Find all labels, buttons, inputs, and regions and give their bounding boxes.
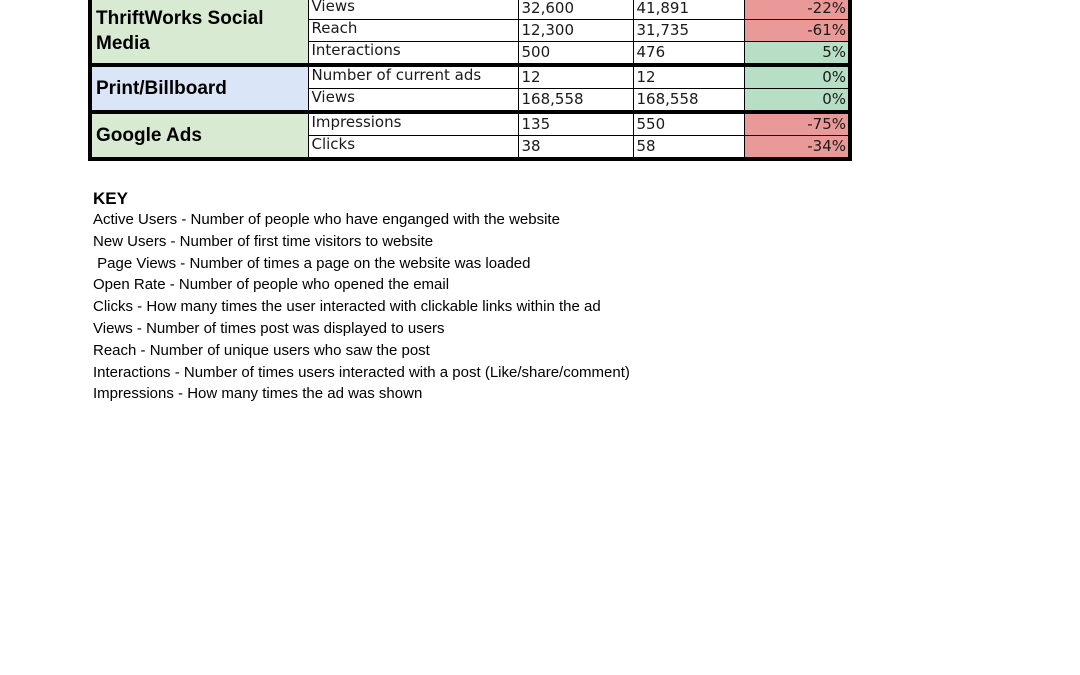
metrics-sheet [88,0,848,161]
metric-label: Number of current ads [308,65,518,89]
change-percent: 0% [744,65,850,89]
metric-label: Reach [308,20,518,42]
metric-label: Interactions [308,42,518,66]
change-percent: 0% [744,89,850,113]
change-percent: -75% [744,112,850,136]
current-value: 38 [518,136,633,160]
previous-value: 41,891 [633,0,744,20]
metric-label: Views [308,0,518,20]
current-value: 12,300 [518,20,633,42]
previous-value: 550 [633,112,744,136]
key-title: KEY [93,189,128,208]
current-value: 12 [518,65,633,89]
previous-value: 58 [633,136,744,160]
previous-value: 168,558 [633,89,744,113]
key-line-views: Views - Number of times post was displayed to users [93,319,445,337]
change-percent: -22% [744,0,850,20]
previous-value: 31,735 [633,20,744,42]
key-line-page-views: Page Views - Number of times a page on the website was loaded [93,254,531,272]
change-percent: -61% [744,20,850,42]
metric-label: Clicks [308,136,518,160]
current-value: 135 [518,112,633,136]
key-line-reach: Reach - Number of unique users who saw the post [93,341,430,359]
current-value: 500 [518,42,633,66]
key-line-open-rate: Open Rate - Number of people who opened the email [93,276,450,294]
metrics-table [88,0,852,161]
key-line-new-users: New Users - Number of first time visitors to website [93,232,434,250]
table-row [90,112,850,136]
change-percent: 5% [744,42,850,66]
previous-value: 12 [633,65,744,89]
previous-value: 476 [633,42,744,66]
key-line-interactions: Interactions - Number of times users interacted with a post (Like/share/comment) [93,363,630,381]
key-line-active-users: Active Users - Number of people who have enganged with the website [93,211,560,228]
channel-label: ThriftWorks Social Media [90,0,308,65]
current-value: 168,558 [518,89,633,113]
channel-label: Google Ads [90,112,308,159]
table-row [90,65,850,89]
current-value: 32,600 [518,0,633,20]
key-section [93,188,793,405]
metric-label: Views [308,89,518,113]
metric-label: Impressions [308,112,518,136]
table-row [90,0,850,20]
change-percent: -34% [744,136,850,160]
channel-label: Print/Billboard [90,65,308,112]
key-line-clicks: Clicks - How many times the user interacted with clickable links within the ad [93,298,601,316]
key-line-impressions: Impressions - How many times the ad was shown [93,385,423,403]
